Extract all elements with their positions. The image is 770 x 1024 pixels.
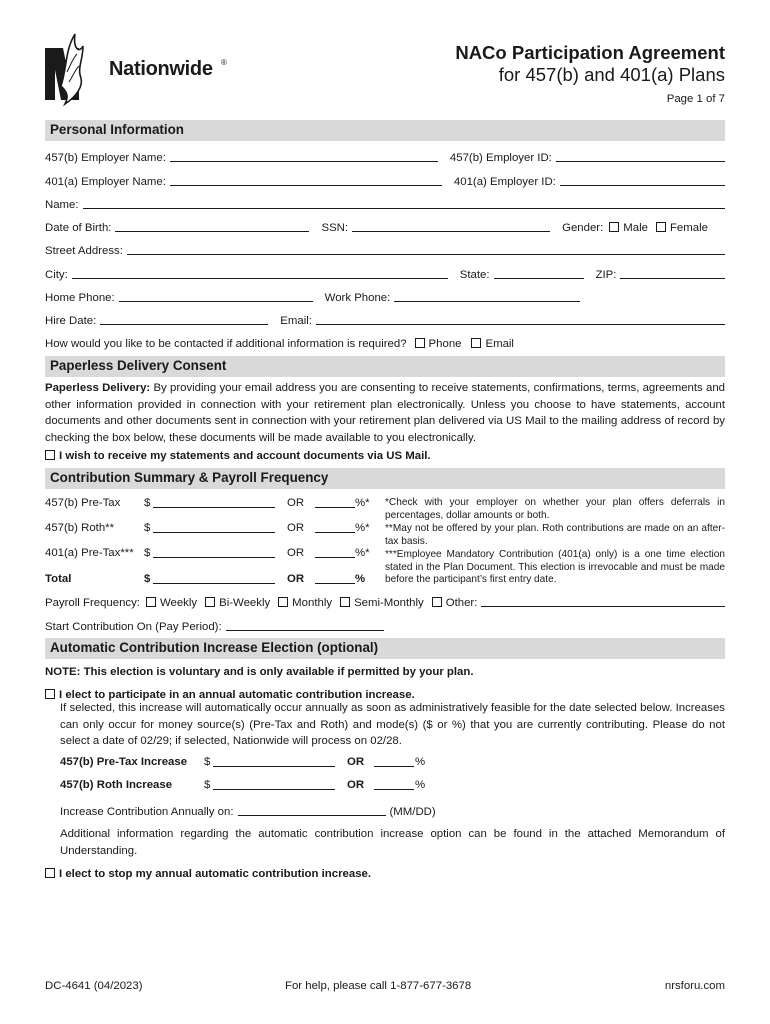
- pct-sign: %*: [355, 522, 370, 534]
- us-mail-label: I wish to receive my statements and account documents via US Mail.: [59, 450, 431, 462]
- paperless-text: By providing your email address you are consenting to receive statements, confirmations, terms, agreements and other information provided in connection with your retirement plan electronically. Unless you choose to have statements, account documents and other documents sent in connection with your retirement plan delivered via US Mail to the mailing address of record by checking the box below, these documents will be made available to you electronically.: [45, 382, 725, 444]
- pct-sign: %*: [355, 497, 370, 509]
- contact-email-label: Email: [485, 338, 514, 350]
- gender-male-checkbox[interactable]: [609, 222, 619, 232]
- monthly-checkbox[interactable]: [278, 597, 288, 607]
- elect-participate-row: [45, 685, 725, 701]
- weekly-label: Weekly: [159, 597, 198, 609]
- pretax-401-dollar-field[interactable]: [153, 547, 275, 558]
- dollar-sign: $: [144, 573, 151, 585]
- other-checkbox[interactable]: [432, 597, 442, 607]
- or-label: OR: [347, 779, 365, 791]
- dollar-sign: $: [204, 779, 211, 791]
- monthly-label: Monthly: [292, 597, 333, 609]
- brand-name: Nationwide: [109, 58, 213, 80]
- us-mail-checkbox[interactable]: [45, 450, 55, 460]
- dob-row: [45, 218, 725, 234]
- city-row: [45, 265, 725, 281]
- pretax-increase-label: 457(b) Pre-Tax Increase: [60, 756, 188, 768]
- total-dollar-field[interactable]: [153, 573, 275, 584]
- work-phone-label: Work Phone:: [324, 292, 391, 304]
- or-label: OR: [287, 573, 305, 585]
- employer-401-id-field[interactable]: [560, 175, 725, 186]
- increase-annual-field[interactable]: [238, 805, 386, 816]
- dollar-sign: $: [144, 497, 151, 509]
- paperless-paragraph: [45, 380, 725, 446]
- elect-stop-checkbox[interactable]: [45, 868, 55, 878]
- pretax-457-pct-field[interactable]: [315, 497, 355, 508]
- name-field[interactable]: [83, 198, 725, 209]
- footer-help: For help, please call 1-877-677-3678: [285, 980, 472, 992]
- employer-457-name-label: 457(b) Employer Name:: [45, 152, 166, 164]
- contact-phone-label: Phone: [428, 338, 462, 350]
- contact-phone-checkbox[interactable]: [415, 338, 425, 348]
- or-label: OR: [347, 756, 365, 768]
- pct-sign: %: [355, 573, 366, 585]
- gender-label: Gender:: [562, 222, 604, 234]
- name-row: [45, 195, 725, 211]
- pretax-increase-dollar-field[interactable]: [213, 756, 335, 767]
- section-automatic-increase: Automatic Contribution Increase Election (optional): [45, 638, 725, 659]
- zip-field[interactable]: [620, 268, 725, 279]
- elect-stop-row: [45, 864, 725, 880]
- employer-401-row: [45, 172, 725, 188]
- paperless-lead: Paperless Delivery:: [45, 382, 151, 394]
- city-field[interactable]: [72, 268, 448, 279]
- increase-annual-label: Increase Contribution Annually on:: [60, 806, 234, 818]
- footer-site-link[interactable]: nrsforu.com: [664, 980, 725, 992]
- contribution-label: 457(b) Pre-Tax: [45, 497, 121, 509]
- pct-sign: %*: [355, 547, 370, 559]
- increase-annual-row: [60, 802, 725, 818]
- section-paperless-delivery: Paperless Delivery Consent: [45, 356, 725, 377]
- contribution-label: 457(b) Roth**: [45, 522, 115, 534]
- contact-email-checkbox[interactable]: [471, 338, 481, 348]
- biweekly-checkbox[interactable]: [205, 597, 215, 607]
- additional-info-text: Additional information regarding the automatic contribution increase option can be found in the attached Memorandum of Understanding.: [60, 828, 725, 857]
- page-title: NACo Participation Agreement: [455, 42, 725, 63]
- roth-increase-pct-field[interactable]: [374, 779, 414, 790]
- zip-label: ZIP:: [595, 269, 617, 281]
- dollar-sign: $: [144, 522, 151, 534]
- pretax-457-dollar-field[interactable]: [153, 497, 275, 508]
- increase-annual-hint: (MM/DD): [389, 806, 436, 818]
- registered-mark: ®: [221, 58, 227, 67]
- or-label: OR: [287, 547, 305, 559]
- footer-form-id: DC-4641 (04/2023): [45, 980, 143, 992]
- name-label: Name:: [45, 199, 79, 211]
- state-label: State:: [459, 269, 490, 281]
- semimonthly-label: Semi-Monthly: [354, 597, 424, 609]
- employer-401-id-label: 401(a) Employer ID:: [453, 176, 556, 188]
- gender-male-label: Male: [623, 222, 648, 234]
- employer-401-name-field[interactable]: [170, 175, 442, 186]
- semimonthly-checkbox[interactable]: [340, 597, 350, 607]
- email-field[interactable]: [316, 314, 725, 325]
- home-phone-label: Home Phone:: [45, 292, 115, 304]
- gender-female-checkbox[interactable]: [656, 222, 666, 232]
- roth-457-dollar-field[interactable]: [153, 522, 275, 533]
- weekly-checkbox[interactable]: [146, 597, 156, 607]
- employer-457-row: [45, 148, 725, 164]
- other-label: Other:: [445, 597, 478, 609]
- street-field[interactable]: [127, 244, 725, 255]
- contribution-label: 401(a) Pre-Tax***: [45, 547, 134, 559]
- dob-label: Date of Birth:: [45, 222, 112, 234]
- payroll-frequency-label: Payroll Frequency:: [45, 597, 140, 609]
- start-contribution-row: [45, 617, 725, 633]
- state-field[interactable]: [494, 268, 584, 279]
- ssn-label: SSN:: [321, 222, 349, 234]
- other-field[interactable]: [481, 596, 725, 607]
- section-personal-information: Personal Information: [45, 120, 725, 141]
- auto-increase-note: [45, 662, 725, 678]
- contribution-note-2: **May not be offered by your plan. Roth contributions are made on an after-tax basis.: [385, 523, 725, 547]
- elect-participate-label: I elect to participate in an annual automatic contribution increase.: [59, 689, 415, 701]
- employer-401-name-label: 401(a) Employer Name:: [45, 176, 166, 188]
- payroll-frequency-row: [45, 593, 725, 609]
- roth-increase-label: 457(b) Roth Increase: [60, 779, 173, 791]
- contact-row: [45, 334, 725, 350]
- or-label: OR: [287, 522, 305, 534]
- nationwide-logo: [43, 28, 233, 108]
- employer-457-name-field[interactable]: [170, 151, 438, 162]
- eagle-logo-icon: [43, 28, 105, 108]
- elect-participate-text: If selected, this increase will automatically occur annually as soon as administratively feasible for the date selected below. Increases can only occur for money source(s) (Pre-Tax and Roth) and mode(s) ($ or %) that you are currently contributing. Please do not select a date of 02/29; if selected, Nationwide will process on 02/28.: [60, 702, 725, 747]
- contribution-note-1: *Check with your employer on whether your plan offers deferrals in percentages, dollar amounts or both.: [385, 497, 725, 521]
- roth-457-pct-field[interactable]: [315, 522, 355, 533]
- dollar-sign: $: [204, 756, 211, 768]
- gender-female-label: Female: [669, 222, 708, 234]
- start-contribution-field[interactable]: [226, 620, 384, 631]
- email-label: Email:: [280, 315, 312, 327]
- elect-stop-label: I elect to stop my annual automatic contribution increase.: [59, 868, 372, 880]
- phone-row: [45, 288, 725, 304]
- dollar-sign: $: [144, 547, 151, 559]
- start-contribution-label: Start Contribution On (Pay Period):: [45, 621, 222, 633]
- work-phone-field[interactable]: [394, 291, 580, 302]
- pct-sign: %: [415, 779, 426, 791]
- contact-question: How would you like to be contacted if additional information is required?: [45, 338, 407, 350]
- contribution-note-3: ***Employee Mandatory Contribution (401(a) only) is a one time election stated in the Plan Document. This election is irrevocable and must be made before the participant’s first entry date.: [385, 549, 725, 585]
- page-number: Page 1 of 7: [666, 93, 725, 105]
- employer-457-id-label: 457(b) Employer ID:: [449, 152, 552, 164]
- page-subtitle: for 457(b) and 401(a) Plans: [498, 64, 725, 85]
- elect-participate-checkbox[interactable]: [45, 689, 55, 699]
- or-label: OR: [287, 497, 305, 509]
- ssn-field[interactable]: [352, 221, 550, 232]
- roth-increase-dollar-field[interactable]: [213, 779, 335, 790]
- dob-field[interactable]: [115, 221, 309, 232]
- employer-457-id-field[interactable]: [556, 151, 725, 162]
- hire-date-field[interactable]: [100, 314, 268, 325]
- hire-row: [45, 311, 725, 327]
- street-row: [45, 241, 725, 257]
- home-phone-field[interactable]: [119, 291, 313, 302]
- hire-date-label: Hire Date:: [45, 315, 97, 327]
- auto-increase-note-text: NOTE: This election is voluntary and is only available if permitted by your plan.: [45, 666, 474, 678]
- biweekly-label: Bi-Weekly: [219, 597, 271, 609]
- pretax-401-pct-field[interactable]: [315, 547, 355, 558]
- total-pct-field[interactable]: [315, 573, 355, 584]
- us-mail-row: [45, 446, 725, 462]
- pretax-increase-pct-field[interactable]: [374, 756, 414, 767]
- section-contribution-summary: Contribution Summary & Payroll Frequency: [45, 468, 725, 489]
- street-label: Street Address:: [45, 245, 123, 257]
- city-label: City:: [45, 269, 68, 281]
- contribution-label: Total: [45, 573, 72, 585]
- pct-sign: %: [415, 756, 426, 768]
